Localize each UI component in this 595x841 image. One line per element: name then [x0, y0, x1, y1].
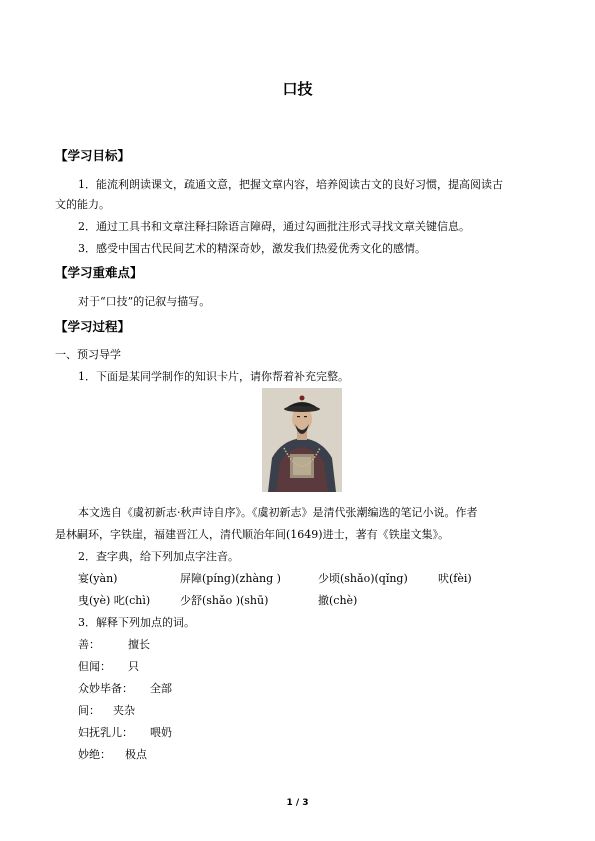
definition-term: 众妙毕备： [78, 682, 133, 695]
document-title: 口技 [282, 80, 313, 98]
author-portrait-image [262, 388, 342, 492]
objective-1-line1: 1．能流利朗读课文，疏通文意，把握文章内容，培养阅读古文的良好习惯，提高阅读古 [78, 178, 503, 191]
objective-2: 2．通过工具书和文章注释扫除语言障碍，通过勾画批注形式寻找文章关键信息。 [78, 220, 470, 233]
heading-learning-objectives: 【学习目标】 [55, 148, 131, 163]
question-1: 1．下面是某同学制作的知识卡片，请你帮着补充完整。 [78, 370, 349, 383]
definition-term: 妙绝： [78, 748, 111, 761]
question-2: 2．查字典，给下列加点字注音。 [78, 550, 239, 563]
heading-key-difficulties: 【学习重难点】 [55, 265, 143, 280]
pinyin-item: 少舒(shǎo )(shū) [180, 594, 269, 607]
heading-learning-process: 【学习过程】 [55, 319, 131, 334]
definition-meaning: 全部 [150, 682, 172, 695]
key-difficulty-text: 对于“口技”的记叙与描写。 [78, 295, 211, 308]
definition-meaning: 夹杂 [113, 704, 135, 717]
pinyin-item: 屏障(píng)(zhàng ) [180, 572, 281, 585]
intro-line-1: 本文选自《虞初新志·秋声诗自序》。《虞初新志》是清代张潮编选的笔记小说。作者 [78, 506, 478, 519]
intro-line-2: 是林嗣环，字铁崖，福建晋江人，清代顺治年间(1649)进士，著有《铁崖文集》。 [55, 528, 450, 541]
pinyin-item: 撤(chè) [318, 594, 358, 607]
definition-term: 善： [78, 638, 100, 651]
pinyin-item: 吠(fèi) [438, 572, 472, 585]
definition-term: 间： [78, 704, 100, 717]
portrait-figure-icon [262, 388, 342, 492]
definition-meaning: 擅长 [128, 638, 150, 651]
pinyin-item: 少顷(shǎo)(qǐng) [318, 572, 408, 585]
definition-term: 但闻： [78, 660, 111, 673]
definition-term: 妇抚乳儿： [78, 726, 133, 739]
pinyin-item: 宴(yàn) [78, 572, 118, 585]
definition-meaning: 极点 [125, 748, 147, 761]
pinyin-item: 曳(yè) 叱(chì) [78, 594, 151, 607]
objective-1-line2: 文的能力。 [55, 198, 110, 211]
definition-meaning: 只 [128, 660, 139, 673]
objective-3: 3．感受中国古代民间艺术的精深奇妙，激发我们热爱优秀文化的感情。 [78, 242, 426, 255]
question-3: 3．解释下列加点的词。 [78, 616, 195, 629]
definition-meaning: 喂奶 [150, 726, 172, 739]
page-number: 1 / 3 [286, 798, 309, 808]
subheading-preview: 一、预习导学 [55, 348, 121, 361]
